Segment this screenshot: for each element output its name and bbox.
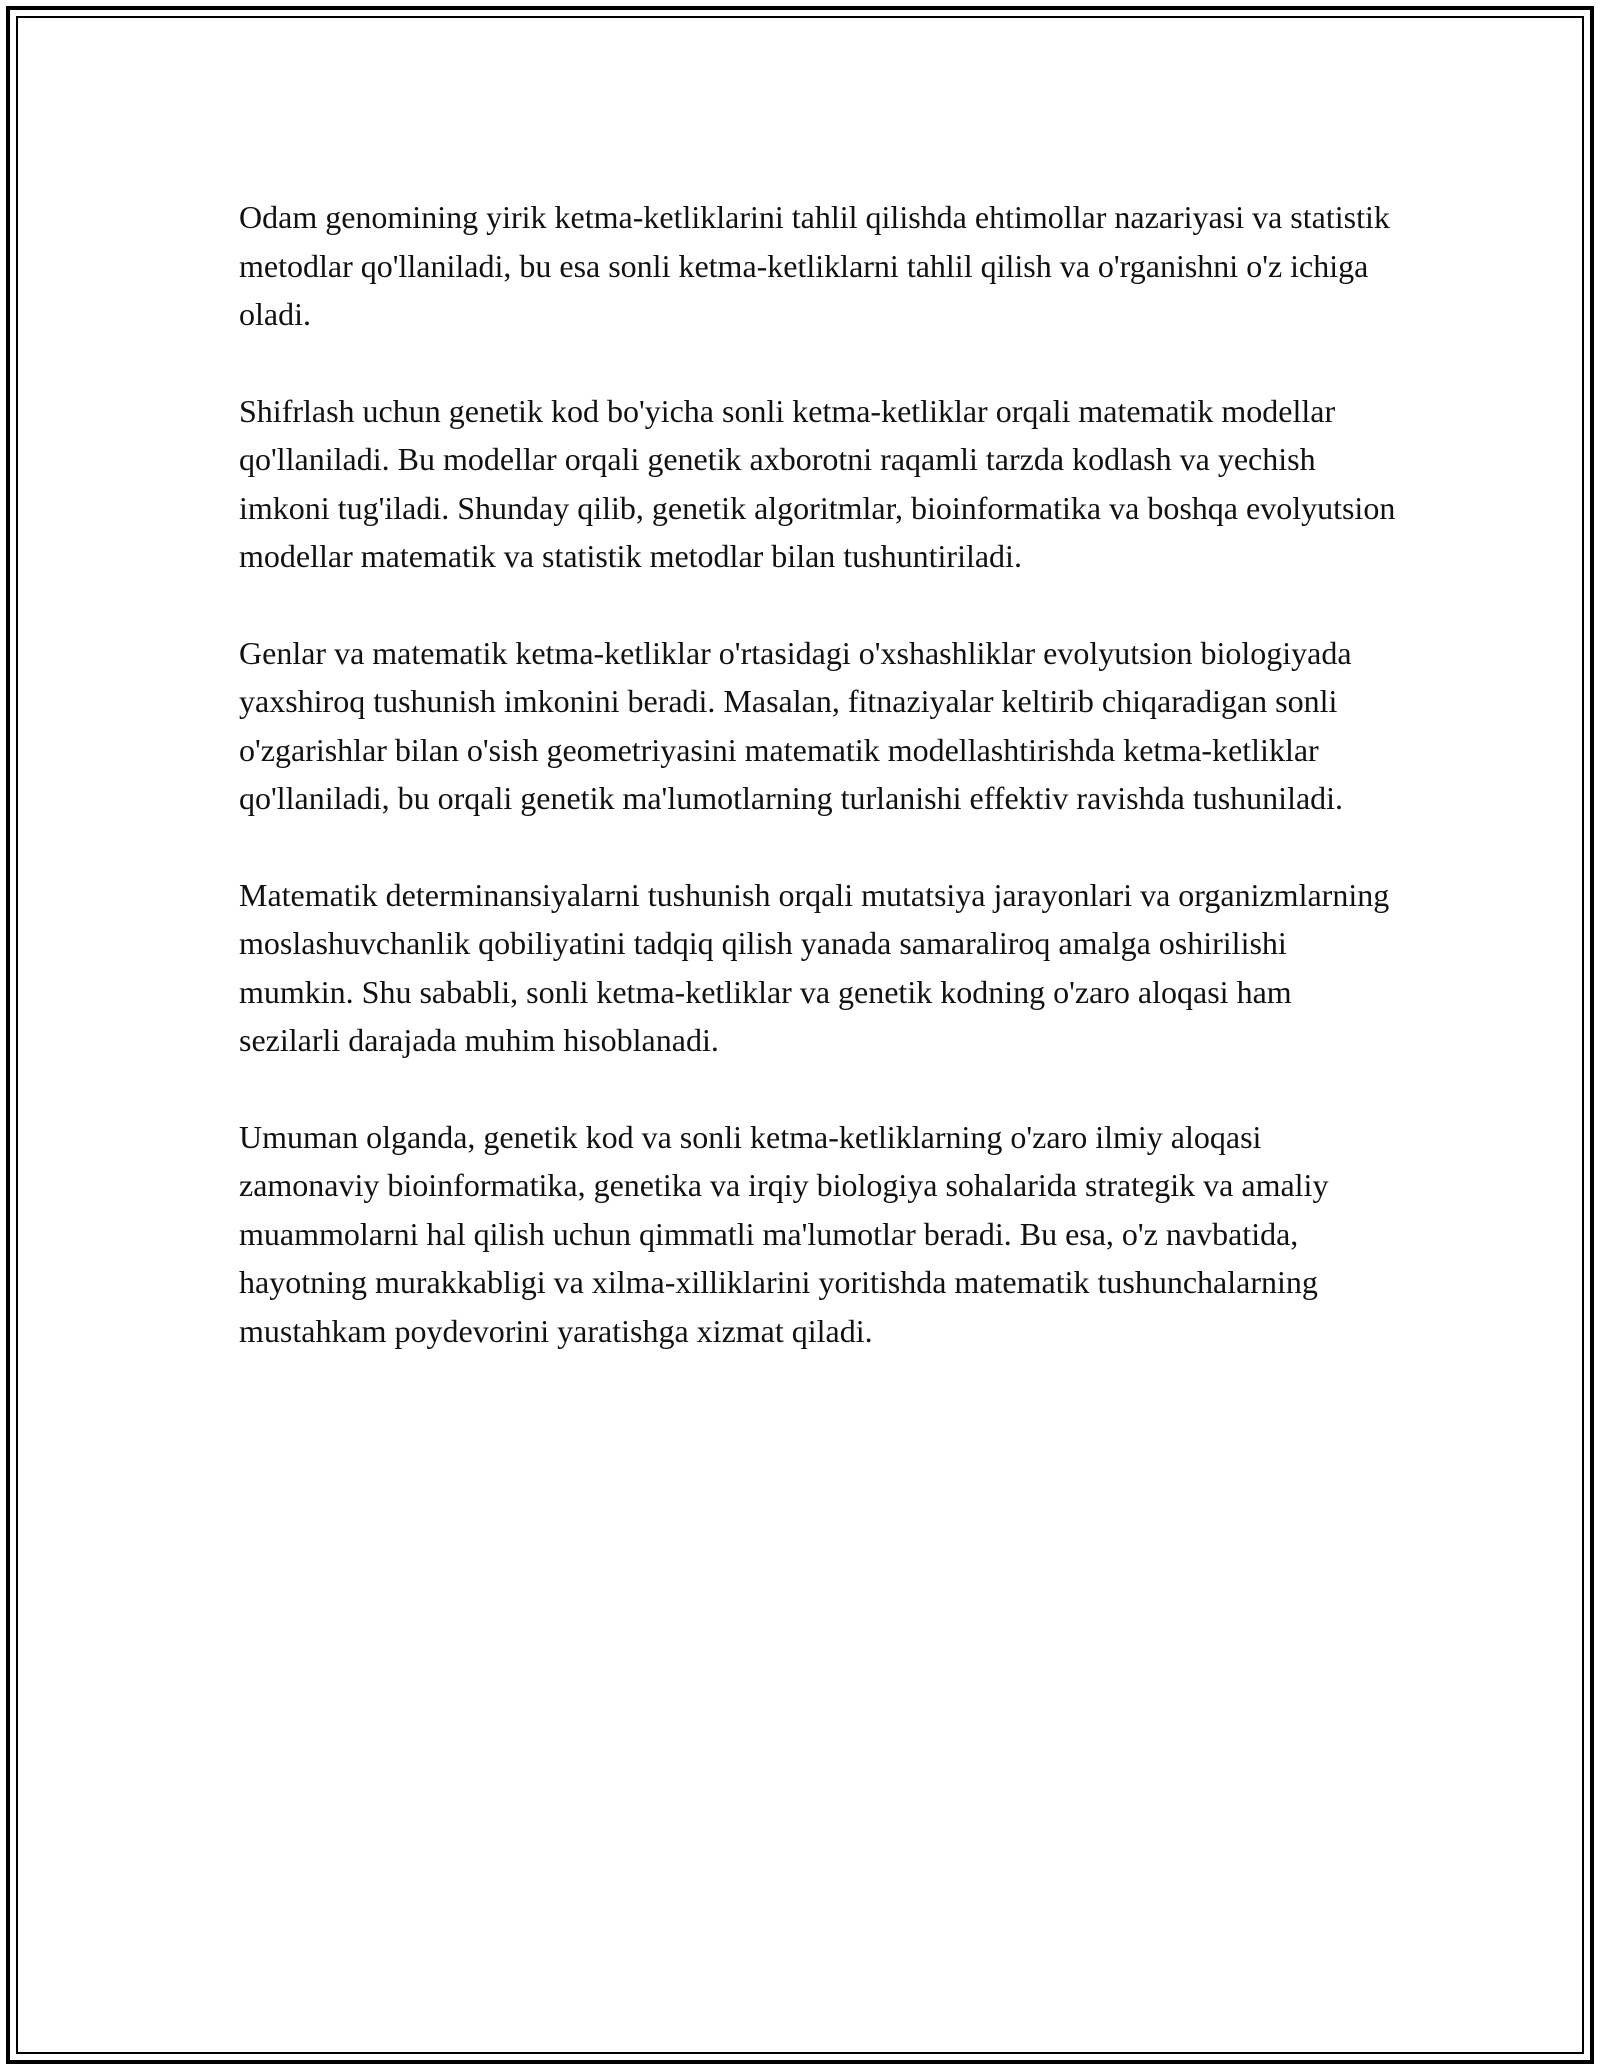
paragraph-4: Matematik determinansiyalarni tushunish orqali mutatsiya jarayonlari va organizmlarning moslashuvchanlik qobiliyatini tadqiq qilish yanada samaraliroq amalga oshirilishi mumkin. Shu sababli, sonli ketma-ketliklar va genetik kodning o'zaro aloqasi ham sezilarli darajada muhim hisoblanadi. [239, 876, 1390, 1058]
paragraph-2: Shifrlash uchun genetik kod bo'yicha sonli ketma-ketliklar orqali matematik modellar qo'llaniladi. Bu modellar orqali genetik axborotni raqamli tarzda kodlash va yechish imkoni tug'iladi. Shunday qilib, genetik algoritmlar, bioinformatika va boshqa evolyutsion modellar matematik va statistik metodlar bilan tushuntiriladi. [239, 392, 1396, 574]
page-border [6, 6, 1594, 2064]
document-body [239, 193, 1399, 1403]
paragraph-5: Umuman olganda, genetik kod va sonli ketma-ketliklarning o'zaro ilmiy aloqasi zamonaviy bioinformatika, genetika va irqiy biologiya sohalarida strategik va amaliy muammolarni hal qilish uchun qimmatli ma'lumotlar beradi. Bu esa, o'z navbatida, hayotning murakkabligi va xilma-xilliklarini yoritishda matematik tushunchalarning mustahkam poydevorini yaratishga xizmat qiladi. [239, 1118, 1329, 1349]
paragraph-3: Genlar va matematik ketma-ketliklar o'rtasidagi o'xshashliklar evolyutsion biologiyada yaxshiroq tushunish imkonini beradi. Masalan, fitnaziyalar keltirib chiqaradigan sonli o'zgarishlar bilan o'sish geometriyasini matematik modellashtirishda ketma-ketliklar qo'llaniladi, bu orqali genetik ma'lumotlarning turlanishi effektiv ravishda tushuniladi. [239, 634, 1352, 816]
paragraph-1: Odam genomining yirik ketma-ketliklarini tahlil qilishda ehtimollar nazariyasi va statistik metodlar qo'llaniladi, bu esa sonli ketma-ketliklarni tahlil qilish va o'rganishni o'z ichiga oladi. [239, 199, 1390, 332]
